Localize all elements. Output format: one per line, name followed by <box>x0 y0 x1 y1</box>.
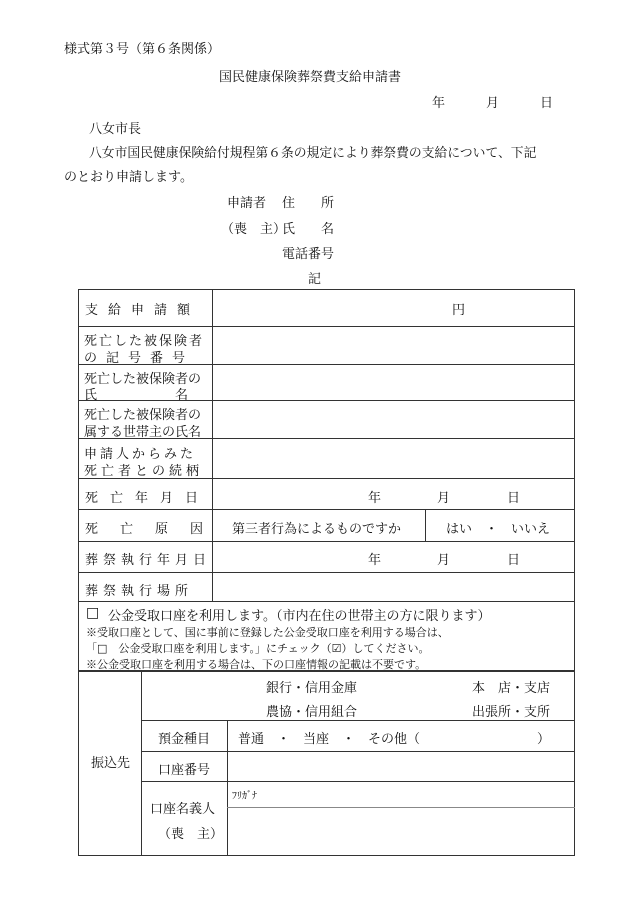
addressee: 八女市長 <box>89 122 142 137</box>
relation-label-1: 申請人からみた <box>84 447 197 462</box>
relation-input[interactable] <box>214 440 573 477</box>
insured-name-input[interactable] <box>214 366 573 399</box>
death-date-label: 死亡年月日 <box>85 491 211 506</box>
insured-name-label-2: 氏 名 <box>84 388 189 403</box>
applicant-label: 申請者 <box>227 196 267 211</box>
relation-label-2: 死亡者との続柄 <box>84 464 204 479</box>
funeral-month-label: 月 <box>437 553 451 568</box>
form-title: 国民健康保険葬祭費支給申請書 <box>219 70 402 85</box>
date-day-label: 日 <box>540 96 554 111</box>
third-party-question: 第三者行為によるものですか <box>232 522 402 537</box>
branch-type-1[interactable]: 本 店・支店 <box>472 681 551 696</box>
funeral-date-label: 葬祭執行年月日 <box>85 553 212 568</box>
address-label: 住 所 <box>282 196 335 211</box>
account-holder-sub: （喪 主） <box>158 827 224 842</box>
account-holder-input[interactable] <box>229 809 573 854</box>
public-account-note3: ※公金受取口座を利用する場合は、下の口座情報の記載は不要です。 <box>86 658 427 671</box>
public-account-note1: ※受取口座として、国に事前に登録した公金受取口座を利用する場合は、 <box>86 626 449 639</box>
death-month-label: 月 <box>437 491 451 506</box>
cause-label: 死亡原因 <box>85 522 226 537</box>
amount-input[interactable] <box>214 291 444 324</box>
phone-label: 電話番号 <box>282 247 335 262</box>
death-day-label: 日 <box>507 491 521 506</box>
yes-no-choice[interactable]: はい ・ いいえ <box>446 522 551 537</box>
yen-label: 円 <box>452 303 466 318</box>
furigana-label: ﾌﾘｶﾞﾅ <box>232 791 257 802</box>
public-account-label: 公金受取口座を利用します。（市内在住の世帯主の方に限ります） <box>108 609 491 624</box>
date-year-label: 年 <box>432 96 446 111</box>
funeral-place-input[interactable] <box>214 574 573 601</box>
transfer-label: 振込先 <box>91 756 131 771</box>
insured-number-label-2: の記号番号 <box>84 351 195 366</box>
name-label: 氏 名 <box>282 222 335 237</box>
branch-type-2[interactable]: 出張所・支所 <box>472 705 551 720</box>
public-account-checkbox[interactable]: □ <box>86 605 100 621</box>
household-head-label-1: 死亡した被保険者の <box>84 408 202 423</box>
form-number: 様式第３号（第６条関係） <box>64 42 221 57</box>
insured-number-input[interactable] <box>214 328 573 363</box>
account-number-label: 口座番号 <box>158 763 211 778</box>
household-head-label-2: 属する世帯主の氏名 <box>84 425 202 440</box>
funeral-year-label: 年 <box>368 553 382 568</box>
ki-label: 記 <box>308 272 322 287</box>
public-account-note2: 「□ 公金受取口座を利用します。」にチェック（☑）してください。 <box>86 642 430 655</box>
deposit-type-options[interactable]: 普通 ・ 当座 ・ その他（ ） <box>238 732 551 747</box>
insured-name-label-1: 死亡した被保険者の <box>84 372 202 387</box>
death-year-label: 年 <box>368 491 382 506</box>
funeral-day-label: 日 <box>507 553 521 568</box>
body-text-line1: 八女市国民健康保険給付規程第６条の規定により葬祭費の支給について、下記 <box>89 146 537 161</box>
account-number-input[interactable] <box>229 753 573 780</box>
account-holder-label: 口座名義人 <box>150 802 216 817</box>
amount-label: 支給申請額 <box>85 303 201 318</box>
bank-type-2[interactable]: 農協・信用組合 <box>266 705 358 720</box>
insured-number-label-1: 死亡した被保険者 <box>84 334 205 349</box>
deposit-type-label: 預金種目 <box>158 732 211 747</box>
mourner-label: （喪 主） <box>221 222 287 237</box>
funeral-place-label: 葬祭執行場所 <box>85 584 194 599</box>
household-head-input[interactable] <box>214 402 573 437</box>
bank-type-1[interactable]: 銀行・信用金庫 <box>266 681 358 696</box>
body-text-line2: のとおり申請します。 <box>64 170 193 185</box>
date-month-label: 月 <box>486 96 500 111</box>
